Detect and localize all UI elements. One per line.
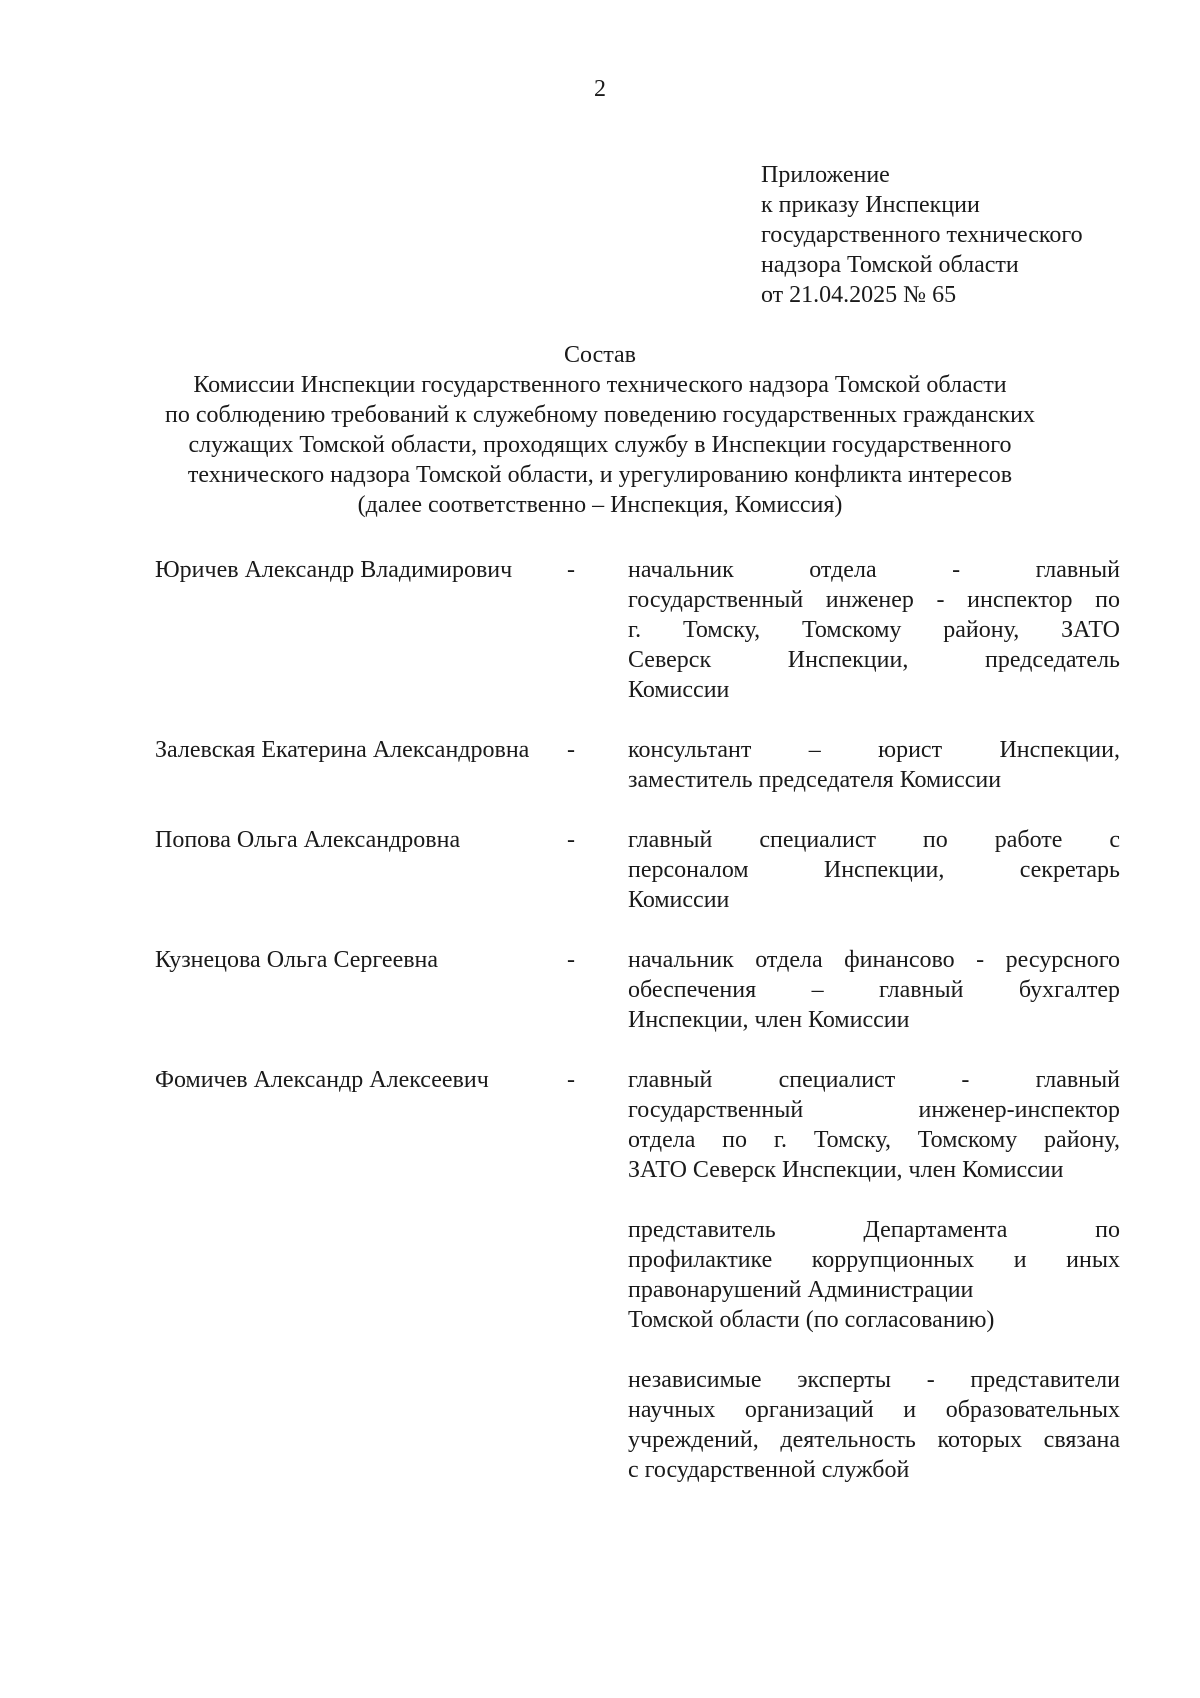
member-description — [628, 555, 1120, 705]
title-line: Комиссии Инспекции государственного технического надзора Томской области — [193, 372, 1007, 398]
independent-experts — [628, 1365, 1120, 1485]
member-row — [155, 945, 1120, 1035]
member-dash: - — [567, 947, 575, 973]
description-line: Комиссии — [628, 887, 730, 913]
description-line: персоналом Инспекции, секретарь — [628, 857, 1120, 883]
description-line: начальник отдела - главный — [628, 557, 1120, 583]
description-line: государственный инженер - инспектор по — [628, 587, 1120, 613]
member-row — [155, 825, 1120, 915]
appendix-line: от 21.04.2025 № 65 — [761, 282, 957, 308]
description-line: отдела по г. Томску, Томскому району, — [628, 1127, 1120, 1153]
member-dash: - — [567, 827, 575, 853]
member-row — [155, 555, 1120, 705]
document-title — [100, 340, 1100, 520]
appendix-line: к приказу Инспекции — [761, 192, 980, 218]
description-line: Северск Инспекции, председатель — [628, 647, 1120, 673]
title-line: технического надзора Томской области, и урегулированию конфликта интересов — [187, 462, 1013, 488]
description-line: Комиссии — [628, 677, 730, 703]
description-line: независимые эксперты - представители — [628, 1367, 1120, 1393]
title-line: (далее соответственно – Инспекция, Комиссия) — [357, 492, 843, 518]
member-name: Кузнецова Ольга Сергеевна — [155, 947, 439, 973]
member-row — [155, 735, 1120, 795]
title-line: служащих Томской области, проходящих службу в Инспекции государственного — [188, 432, 1012, 458]
member-description — [628, 735, 1120, 795]
description-line: государственный инженер-инспектор — [628, 1097, 1120, 1123]
member-description — [628, 1065, 1120, 1185]
description-line: начальник отдела финансово - ресурсного — [628, 947, 1120, 973]
department-representative — [628, 1215, 1120, 1335]
description-line: г. Томску, Томскому району, ЗАТО — [628, 617, 1120, 643]
description-line: обеспечения – главный бухгалтер — [628, 977, 1120, 1003]
description-line: Инспекции, член Комиссии — [628, 1007, 910, 1033]
member-name: Попова Ольга Александровна — [155, 827, 461, 853]
description-line: главный специалист по работе с — [628, 827, 1120, 853]
member-row — [155, 1065, 1120, 1185]
description-line: консультант – юрист Инспекции, — [628, 737, 1120, 763]
description-line: правонарушений Администрации — [628, 1277, 974, 1303]
title-line: по соблюдению требований к служебному поведению государственных гражданских — [165, 402, 1035, 428]
member-name: Юричев Александр Владимирович — [155, 557, 513, 583]
appendix-header — [761, 160, 1161, 310]
description-line: научных организаций и образовательных — [628, 1397, 1120, 1423]
member-dash: - — [567, 737, 575, 763]
appendix-line: Приложение — [761, 162, 890, 188]
member-name: Фомичев Александр Алексеевич — [155, 1067, 489, 1093]
description-line: Томской области (по согласованию) — [628, 1307, 995, 1333]
member-description — [628, 945, 1120, 1035]
description-line: ЗАТО Северск Инспекции, член Комиссии — [628, 1157, 1064, 1183]
description-line: с государственной службой — [628, 1457, 910, 1483]
description-line: представитель Департамента по — [628, 1217, 1120, 1243]
member-description — [628, 825, 1120, 915]
appendix-line: надзора Томской области — [761, 252, 1019, 278]
appendix-line: государственного технического — [761, 222, 1083, 248]
member-dash: - — [567, 1067, 575, 1093]
description-line: главный специалист - главный — [628, 1067, 1120, 1093]
description-line: учреждений, деятельность которых связана — [628, 1427, 1120, 1453]
member-dash: - — [567, 557, 575, 583]
page-number: 2 — [594, 76, 606, 102]
commission-members-list — [155, 555, 1120, 1515]
member-name: Залевская Екатерина Александровна — [155, 737, 530, 763]
description-line: заместитель председателя Комиссии — [628, 767, 1002, 793]
description-line: профилактике коррупционных и иных — [628, 1247, 1120, 1273]
title-heading: Состав — [563, 342, 637, 368]
